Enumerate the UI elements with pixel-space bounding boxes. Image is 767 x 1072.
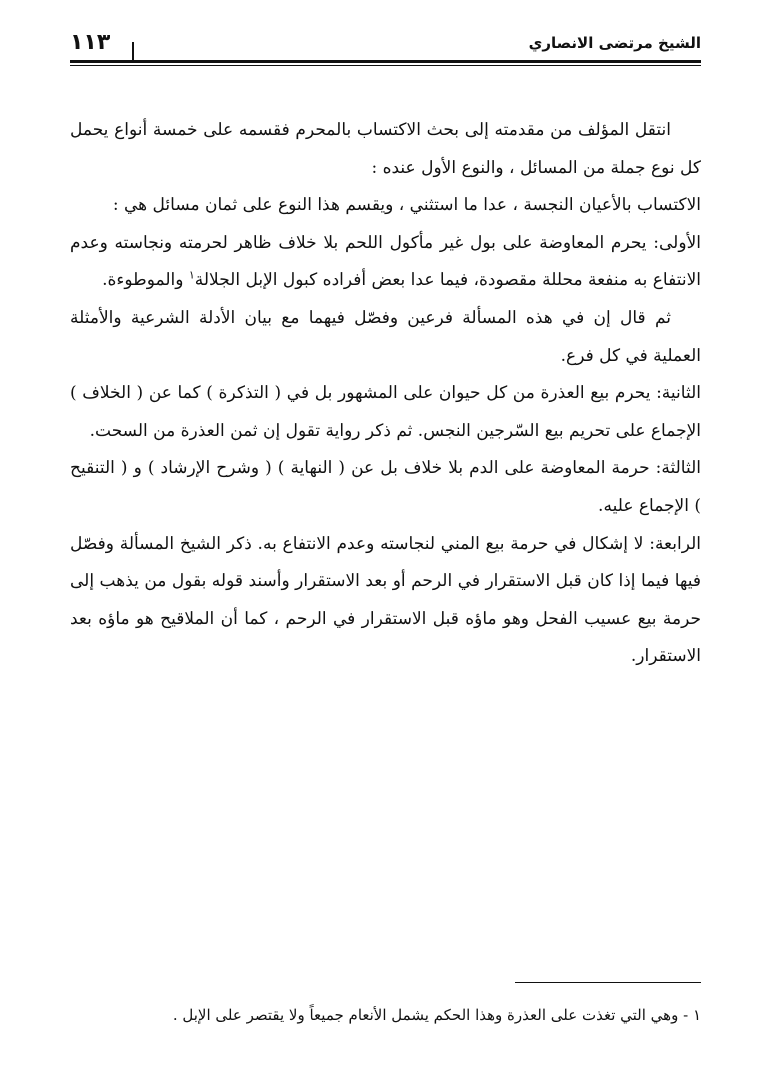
footnote-separator [515, 982, 701, 983]
page-number: ١١٣ [70, 30, 111, 55]
issue-one-text: الأولى: يحرم المعاوضة على بول غير مأكول اللحم بلا خلاف ظاهر لحرمته ونجاسته وعدم الانتفاع به منفعة محللة مقصودة، فيما عدا بعض أفراده كبول الإبل الجلالة [70, 232, 701, 291]
paragraph-issue-three: الثالثة: حرمة المعاوضة على الدم بلا خلاف بل عن ( النهاية ) ( وشرح الإرشاد ) و ( التنقيح ) الإجماع عليه. [70, 458, 701, 516]
header-rule-thin [70, 65, 701, 66]
header-tick-mark [132, 42, 134, 62]
paragraph-issue-four: الرابعة: لا إشكال في حرمة بيع المني لنجاسته وعدم الانتفاع به. ذكر الشيخ المسألة وفصّل فيها فيما إذا كان قبل الاستقرار في الرحم أو بعد الاستقرار وأسند قوله بقول من يذهب إلى حرمة بيع عسيب الفحل وهو ماؤه قبل الاستقرار في الرحم ، كما أن الملاقيح هو ماؤه بعد الاستقرار. [70, 533, 701, 667]
paragraph-intro: انتقل المؤلف من مقدمته إلى بحث الاكتساب بالمحرم فقسمه على خمسة أنواع يحمل كل نوع جملة من المسائل ، والنوع الأول عنده : [70, 120, 701, 178]
header-title: الشيخ مرتضى الانصاري [528, 34, 701, 52]
paragraph-issue-one-branches: ثم قال إن في هذه المسألة فرعين وفصّل فيهما مع بيان الأدلة الشرعية والأمثلة العملية في كل فرع. [70, 307, 701, 366]
running-header [70, 30, 701, 66]
footnote-marker: ١ [188, 268, 195, 282]
footnote: ١ - وهي التي تغذت على العذرة وهذا الحكم يشمل الأنعام جميعاً ولا يقتصر على الإبل . [172, 1006, 701, 1024]
paragraph-issue-two: الثانية: يحرم بيع العذرة من كل حيوان على المشهور بل في ( التذكرة ) كما عن ( الخلاف ) الإجماع على تحريم بيع السّرجين النجس. ثم ذكر رواية تقول إن ثمن العذرة من السحت. [70, 383, 701, 441]
header-rule [70, 60, 701, 63]
issue-one-end: والموطوءة. [102, 270, 189, 291]
paragraph-type-one: الاكتساب بالأعيان النجسة ، عدا ما استثني ، ويقسم هذا النوع على ثمان مسائل هي : [112, 195, 701, 216]
paragraph-issue-one [70, 225, 701, 300]
main-text [70, 112, 701, 676]
